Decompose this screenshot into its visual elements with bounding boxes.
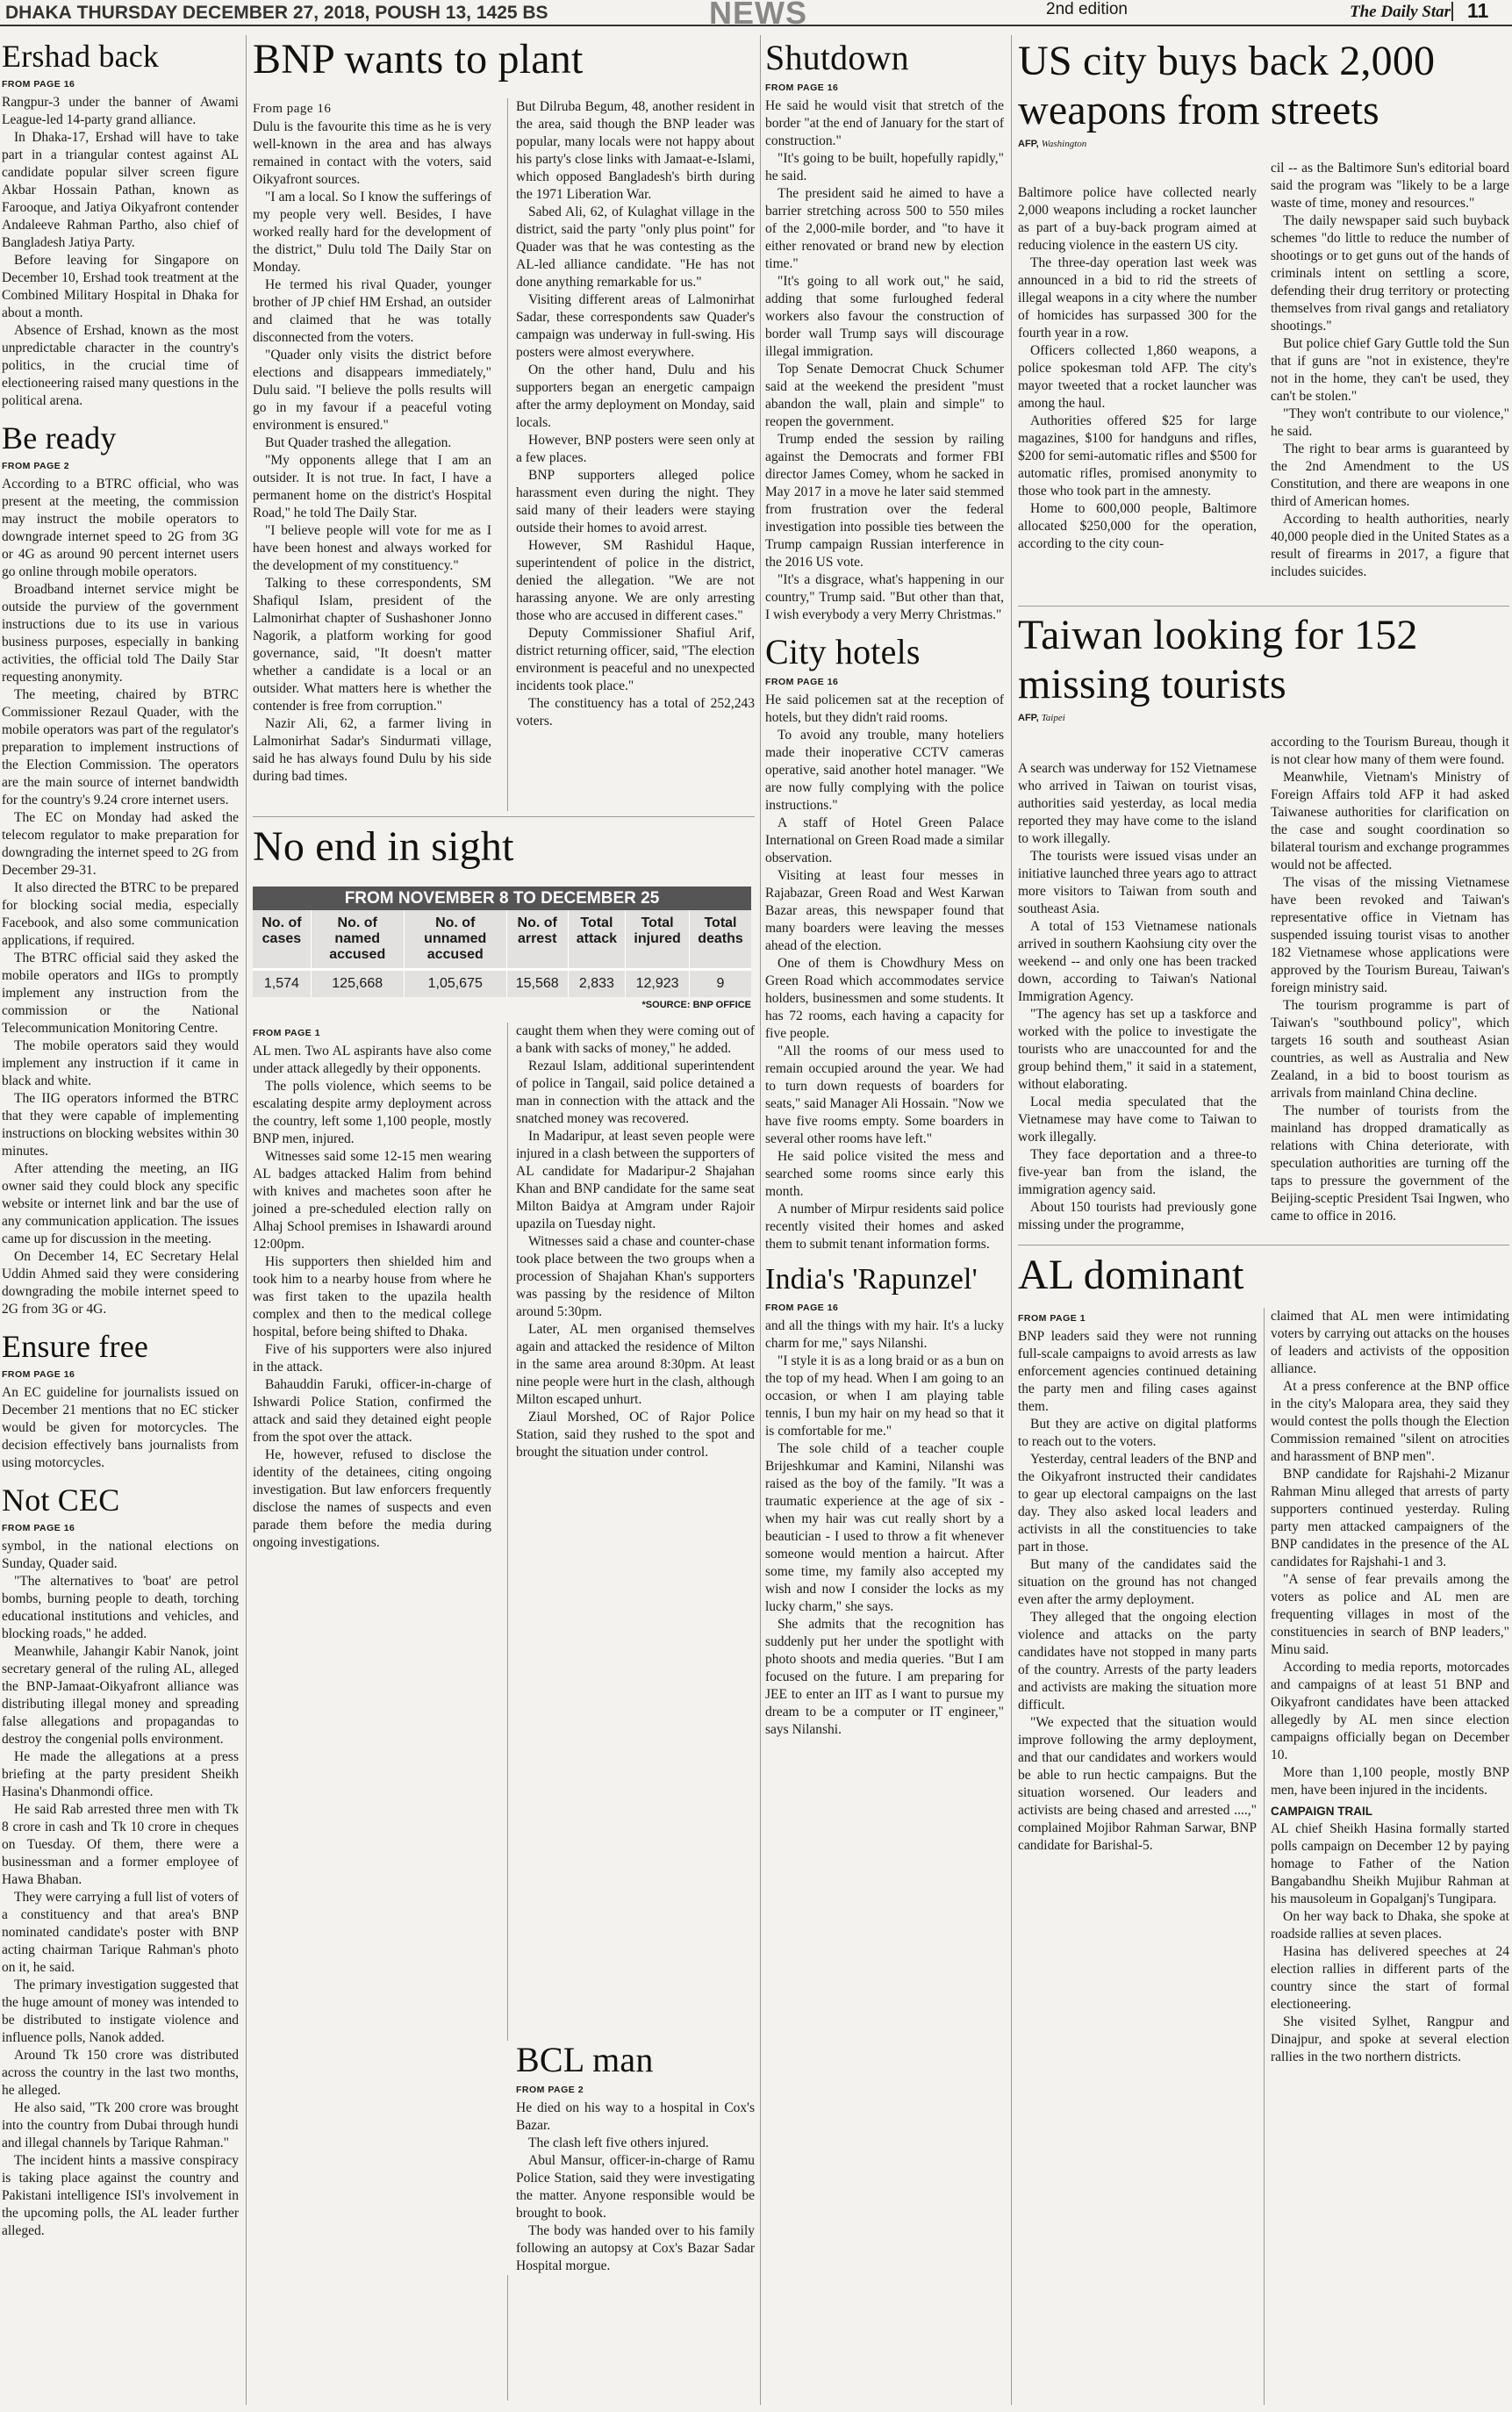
paragraph: According to a BTRC official, who was present at the meeting, the commission may instruct the mobile operators to downgrade internet speed to 2G from 3G or 4G as around 90 percent internet users go online through mobile operators. xyxy=(2,477,239,579)
article-india-rapunzel xyxy=(765,1262,1004,1739)
jump-line: FROM PAGE 2 xyxy=(516,2085,584,2095)
paragraph: cil -- as the Baltimore Sun's editorial board said the program was "likely to be a large waste of time, money and resources." xyxy=(1271,161,1509,211)
paragraph: The constituency has a total of 252,243 voters. xyxy=(516,696,755,729)
paragraph: Nazir Ali, 62, a farmer living in Lalmonirhat Sadar's Sindurmati village, said he has always found Dulu by his side during bad times. xyxy=(253,716,491,784)
jump-line: FROM PAGE 16 xyxy=(2,1523,75,1533)
article-ensure-free xyxy=(2,1329,239,1472)
column-header: Total deaths xyxy=(698,915,743,946)
bnp-column-b xyxy=(516,98,755,730)
paragraph: "We expected that the situation would improve following the army deployment, and that our candidates and workers would be able to run hectic campaigns. But the situation worsened. Our leaders and activists are being chased and arrested ....," complained Mojibor Rahman Sarwar, BNP candidate for Barishal-5. xyxy=(1018,1715,1257,1853)
headline-city-hotels: City hotels xyxy=(765,632,921,671)
paragraph: In Dhaka-17, Ershad will have to take part in a triangular contest against AL candidate popular silver screen figure Akbar Hossain Pathan, known as Farooque, and Jatiya Oikyafront contender Andaleeve Rahman Partho, also chief of Bangladesh Jatiya Party. xyxy=(2,130,239,250)
jump-line: FROM PAGE 1 xyxy=(1018,1313,1086,1324)
article-body xyxy=(765,1317,1004,1739)
paragraph: They face deportation and a three-to five-year ban from the island, the immigration agency said. xyxy=(1018,1147,1257,1197)
paragraph: He made the allegations at a press briefing at the party president Sheikh Hasina's Dhanmondi office. xyxy=(2,1749,239,1799)
paragraph: symbol, in the national elections on Sunday, Quader said. xyxy=(2,1539,239,1571)
paragraph: Witnesses said a chase and counter-chase took place between the two groups when a procession of Shajahan Khan's supporters was passing by the residence of Milton around 5:30pm. xyxy=(516,1234,755,1319)
headline-ershad: Ershad back xyxy=(2,39,160,74)
paragraph: The sole child of a teacher couple Brijeshkumar and Kamini, Nilanshi was raised as the boy of the family. "It was a traumatic experience at the age of six - when my hair was cut really short by a beautician - I used to throw a fit whenever someone would mention a haircut. After some time, my family also accepted my wish and now I consider the locks as my lucky charm," she says. xyxy=(765,1441,1004,1614)
paragraph: He, however, refused to disclose the identity of the detainees, citing ongoing investigation. But law enforcers frequently disclose the names of suspects and even parade them before the media during ongoing investigations. xyxy=(253,1447,491,1550)
paragraph: However, BNP posters were seen only at a few places. xyxy=(516,433,755,465)
headline-bcl-man: BCL man xyxy=(516,2040,654,2079)
paragraph: and all the things with my hair. It's a lucky charm for me," says Nilanshi. xyxy=(765,1318,1004,1351)
paragraph: But Quader trashed the allegation. xyxy=(265,435,452,450)
column-header: No. of cases xyxy=(253,910,311,970)
article-body xyxy=(516,2100,755,2275)
table-cell: 1,05,675 xyxy=(404,970,506,998)
paragraph: Top Senate Democrat Chuck Schumer said at the weekend the president "must abandon the wall, plain and simple" to reopen the government. xyxy=(765,362,1004,429)
column-header: No. of arrest xyxy=(506,910,568,970)
table-cell: 12,923 xyxy=(626,970,690,998)
paragraph: He said he would visit that stretch of the border "at the end of January for the start of construction." xyxy=(765,98,1004,148)
column-header: Total attack xyxy=(568,910,626,970)
paragraph: Bahauddin Faruki, officer-in-charge of Ishwardi Police Station, confirmed the attack and said they detained eight people from the spot over the attack. xyxy=(253,1377,491,1445)
page-number: 11 xyxy=(1467,0,1489,22)
paragraph: Before leaving for Singapore on December 10, Ershad took treatment at the Combined Military Hospital in Dhaka for about a month. xyxy=(2,253,239,320)
table-header-row xyxy=(253,910,751,970)
headline-not-cec: Not CEC xyxy=(2,1482,120,1518)
paragraph: claimed that AL men were intimidating voters by carrying out attacks on the houses of leaders and activists of the opposition alliance. xyxy=(1271,1309,1509,1376)
bnp-column-a xyxy=(253,98,491,786)
paragraph: Meanwhile, Jahangir Kabir Nanok, joint secretary general of the ruling AL, alleged the BNP-Jamaat-Oikyafront alliance was distributing illegal money and spreading false allegations and propagandas to destroy the congenial polls environment. xyxy=(2,1644,239,1747)
paragraph: The right to bear arms is guaranteed by the 2nd Amendment to the US Constitution, and there are weapons in one third of American homes. xyxy=(1271,441,1509,509)
paragraph: The tourism programme is part of Taiwan's "southbound policy", which targets 16 south and southeast Asian countries, as well as Australia and New Zealand, in a bid to boost tourism as arrivals from mainland China decline. xyxy=(1271,998,1509,1101)
paragraph: The BTRC official said they asked the mobile operators and IIGs to promptly implement any instruction from the commission or the National Telecommunication Monitoring Centre. xyxy=(2,951,239,1036)
paragraph: The polls violence, which seems to be escalating despite army deployment across the country, left some 1,100 people, mostly BNP men, injured. xyxy=(253,1079,491,1146)
paragraph: The daily newspaper said such buyback schemes "do little to reduce the number of shootings or to get guns out of the hands of criminals intent on settling a score, defending their drug territory or protecting themselves from rival gangs and retaliatory shootings." xyxy=(1271,213,1509,334)
paragraph: On December 14, EC Secretary Helal Uddin Ahmed said they were considering downgrading the mobile internet speed to 2G from 3G or 4G. xyxy=(2,1249,239,1317)
paragraph: On her way back to Dhaka, she spoke at roadside rallies at seven places. xyxy=(1271,1909,1509,1942)
subhead-campaign-trail: CAMPAIGN TRAIL xyxy=(1271,1805,1372,1818)
paragraph: Hasina has delivered speeches at 24 election rallies in different parts of the country since the start of formal electioneering. xyxy=(1271,1944,1509,2012)
paragraph: Rezaul Islam, additional superintendent of police in Tangail, said police detained a man in connection with the attack and the snatched money was recovered. xyxy=(516,1059,755,1126)
paragraph: "The alternatives to 'boat' are petrol bombs, burning people to death, torching educational institutions and vehicles, and blocking roads," he added. xyxy=(2,1574,239,1641)
jump-line: FROM PAGE 16 xyxy=(765,83,839,93)
no-end-column-a xyxy=(253,1023,491,1552)
byline: AFP, Taipei xyxy=(1018,713,1065,723)
paragraph: "All the rooms of our mess used to remain occupied around the year. We had to turn down requests of boarders for seats," said Manager Ali Hossain. "Now we have five rooms empty. Some boarders in several other rooms have left." xyxy=(765,1044,1004,1146)
paragraph: The president said he aimed to have a barrier stretching across 500 to 550 miles of the 2,000-mile border, and "to have it either renovated or brand new by election time." xyxy=(765,186,1004,271)
paragraph: The incident hints a massive conspiracy is taking place against the country and Pakistani intelligence ISI's involvement in the upcoming polls, the AL leader further alleged. xyxy=(2,2153,239,2238)
column-header: No. of unnamed accused xyxy=(404,910,506,970)
paragraph: "A sense of fear prevails among the voters as police and AL men are frequenting villages in most of the constituencies in search of BNP leaders," Minu said. xyxy=(1271,1572,1509,1657)
paragraph: Rangpur-3 under the banner of Awami League-led 14-party grand alliance. xyxy=(2,95,239,127)
paragraph: However, SM Rashidul Haque, superintendent of police in the district, denied the allegation. "We are not harassing anyone. We are only arresting those who are accused in different cases." xyxy=(516,538,755,623)
paragraph: The visas of the missing Vietnamese have been revoked and Taiwan's representative office in Vietnam has suspended issuing tourist visas to another 182 Vietnamese whose applications were approved by the Tourism Bureau, Taiwan's foreign ministry said. xyxy=(1271,875,1509,995)
paragraph: More than 1,100 people, mostly BNP men, have been injured in the incidents. xyxy=(1271,1765,1509,1798)
article-not-cec xyxy=(2,1482,239,2240)
section-rule xyxy=(1018,606,1509,607)
headline-india-rapunzel: India's 'Rapunzel' xyxy=(765,1263,978,1296)
al-dominant-column-b xyxy=(1271,1308,1509,2066)
article-body xyxy=(2,94,239,410)
paragraph: "It's going to all work out," he said, adding that some furloughed federal workers also favour the construction of border wall Trump says will discourage illegal immigration. xyxy=(765,274,1004,359)
stats-table xyxy=(253,887,751,1010)
paragraph: He said policemen sat at the reception of hotels, but they didn't raid rooms. xyxy=(765,693,1004,725)
headline-no-end-in-sight: No end in sight xyxy=(253,823,514,870)
article-body xyxy=(2,1384,239,1472)
masthead xyxy=(0,0,1512,31)
paragraph: But police chief Gary Guttle told the Sun that if guns are "not in existence, they're not in the home, they can't be used, they can't be stolen." xyxy=(1271,336,1509,404)
article-us-city xyxy=(1018,37,1509,154)
paragraph: Local media speculated that the Vietnamese may have come to Taiwan to work illegally. xyxy=(1018,1095,1257,1145)
article-body xyxy=(2,476,239,1318)
paragraph: Abul Mansur, officer-in-charge of Ramu Police Station, said they were investigating the matter. Anyone responsible would be brought to book. xyxy=(516,2153,755,2221)
paragraph: He said police visited the mess and searched some rooms since early this month. xyxy=(765,1149,1004,1199)
table-cell: 2,833 xyxy=(568,970,626,998)
paragraph: Witnesses said some 12-15 men wearing AL badges attacked Halim from behind with knives and machetes soon after he joined a pre-scheduled election rally on Alhaj School premises in Ishawardi around 12:00pm. xyxy=(253,1149,491,1252)
headline-ensure-free: Ensure free xyxy=(2,1329,149,1364)
paragraph: They alleged that the ongoing election violence and attacks on the party candidates have not stopped in many parts of the country. Arrests of the party leaders and activists are making the situation more difficult. xyxy=(1018,1610,1257,1712)
paragraph: Later, AL men organised themselves again and attacked the residence of Milton in the same area around 8:30pm. At least nine people were hurt in the clash, although Milton escaped unhurt. xyxy=(516,1322,755,1407)
article-ershad xyxy=(2,39,239,410)
column-rule xyxy=(1264,1308,1265,2405)
paragraph: Meanwhile, Vietnam's Ministry of Foreign Affairs told AFP it had asked Taiwanese authorities for clarification on the case and sought coordination so bilateral tourism and exchange programmes would not be affected. xyxy=(1271,770,1510,872)
headline-bnp-wants-to-plant: BNP wants to plant xyxy=(253,36,584,83)
al-dominant-column-a xyxy=(1018,1308,1257,1855)
paragraph: "It's a disgrace, what's happening in our country," Trump said. "But other than that, I wish everybody a very Merry Christmas." xyxy=(765,572,1004,622)
column-rule xyxy=(1011,35,1012,2405)
paragraph: AL chief Sheikh Hasina formally started polls campaign on December 12 by paying homage to Father of the Nation Bangabandhu Sheikh Mujibur Rahman at his mausoleum in Gopalganj's Tungipara. xyxy=(1271,1821,1509,1906)
paragraph: According to media reports, motorcades and campaigns of at least 51 BNP and Oikyafront candidates have been attacked allegedly by AL men since election campaigns officially began on December 10. xyxy=(1271,1660,1509,1762)
paragraph: Absence of Ershad, known as the most unpredictable character in the country's politics, in the crucial time of electioneering raised many questions in the political arena. xyxy=(2,323,239,408)
headline-us-city: US city buys back 2,000 weapons from streets xyxy=(1018,38,1436,133)
paragraph: "Quader only visits the district before elections and disappears immediately," Dulu said. "I believe the polls results will go in my favour if a peaceful voting environment is ensured." xyxy=(253,348,491,433)
stats-grid xyxy=(253,910,751,997)
jump-line: FROM PAGE 16 xyxy=(765,1303,839,1313)
article-bcl-man xyxy=(505,2041,755,2275)
headline-taiwan: Taiwan looking for 152 missing tourists xyxy=(1018,612,1418,707)
article-shutdown xyxy=(765,39,1004,624)
table-cell: 15,568 xyxy=(506,970,568,998)
paragraph: Authorities offered $25 for large magazines, $100 for handguns and rifles, $200 for semi-automatic rifles and $500 for automatic rifles, promised anonymity to those who took part in the amnesty. xyxy=(1018,413,1257,499)
paragraph: His supporters then shielded him and took him to a nearby house from where he was first taken to the upazila health complex and then to the medical college hospital, before being shifted to Dhaka. xyxy=(253,1254,491,1339)
paragraph: The meeting, chaired by BTRC Commissioner Rezaul Quader, with the mobile operators was part of the regulator's preparation to implement instructions of the Election Commission. The operators are the main source of internet bandwidth for the country's 9.24 crore internet users. xyxy=(2,687,239,808)
paragraph: Visiting at least four messes in Rajabazar, Green Road and West Karwan Bazar areas, this newspaper found that many boarders were leaving the messes ahead of the election. xyxy=(765,868,1004,953)
paragraph: In Madaripur, at least seven people were injured in a clash between the supporters of AL candidate for Madaripur-2 Shajahan Khan and BNP candidate for the same seat Milton Baidya at Amgram under Rajoir upazila on Tuesday night. xyxy=(516,1129,755,1231)
edition-label: 2nd edition xyxy=(1046,0,1128,18)
masthead-date: DHAKA THURSDAY DECEMBER 27, 2018, POUSH 13, 1425 BS xyxy=(5,3,548,23)
paragraph: "I style it is as a long braid or as a bun on the top of my head. When I am going to an occasion, or when I am playing table tennis, I bun my hair on my head so that it is comfortable for me." xyxy=(765,1353,1004,1439)
paragraph: Dulu is the favourite this time as he is very well-known in the area and has always remained in contact with the voters, said Oikyafront sources. xyxy=(253,119,491,187)
newspaper-logo: The Daily Star xyxy=(1350,3,1451,21)
paragraph: The IIG operators informed the BTRC that they were capable of implementing instructions on blocking websites within 30 minutes. xyxy=(2,1091,239,1159)
article-bnp-wants-to-plant xyxy=(253,35,755,84)
paragraph: Around Tk 150 crore was distributed across the country in the last two months, he alleged. xyxy=(2,2048,239,2098)
paragraph: An EC guideline for journalists issued on December 21 mentions that no EC sticker would be given for motorcycles. The decision effectively bans journalists from using motorcycles. xyxy=(2,1385,239,1470)
paragraph: Sabed Ali, 62, of Kulaghat village in the district, said the party "only plus point" for Quader was that he was contesting as the AL-led alliance candidate. "He has not done anything remarkable for us." xyxy=(516,205,755,290)
taiwan-column-a xyxy=(1018,760,1257,1234)
article-body xyxy=(2,1538,239,2240)
column-header: No. of named accused xyxy=(311,910,404,970)
paragraph: The body was handed over to his family following an autopsy at Cox's Bazar Sadar Hospital morgue. xyxy=(516,2223,755,2273)
paragraph: But many of the candidates said the situation on the ground has not changed even after the army deployment. xyxy=(1018,1557,1257,1607)
no-end-column-b xyxy=(516,1023,755,1461)
column-header: Total injured xyxy=(626,910,690,970)
paragraph: BNP supporters alleged police harassment even during the night. They said many of their leaders were staying outside their homes to avoid arrest. xyxy=(516,468,755,535)
paragraph: BNP candidate for Rajshahi-2 Mizanur Rahman Minu alleged that arrests of party supporters continued yesterday. Ruling party men attacked campaigners of the BNP candidates in the presence of the AL candidates for Rajshahi-1 and 3. xyxy=(1271,1467,1509,1569)
paragraph: On the other hand, Dulu and his supporters began an energetic campaign after the army deployment on Monday, said locals. xyxy=(516,363,755,430)
paragraph: The number of tourists from the mainland has dropped dramatically as relations with China deteriorate, with speculation authorities are turning off the taps to pressure the government of the Beijing-sceptic President Tsai Ingwen, who came to office in 2016. xyxy=(1271,1103,1509,1224)
paragraph: Home to 600,000 people, Baltimore allocated $250,000 for the operation, according to the city coun- xyxy=(1018,501,1257,551)
paragraph: He said Rab arrested three men with Tk 8 crore in cash and Tk 10 crore in cheques on Tuesday. Of them, there were a businessman and a former employee of Hawa Bhaban. xyxy=(2,1802,239,1887)
paragraph: After attending the meeting, an IIG owner said they could block any specific website or internet link and bar the use of any communication application. The issues came up for discussion in the meeting. xyxy=(2,1161,239,1246)
paragraph: The mobile operators said they would implement any instruction if it came in black and white. xyxy=(2,1038,239,1088)
paragraph: A number of Mirpur residents said police recently visited their homes and asked them to submit tenant information forms. xyxy=(765,1202,1004,1252)
jump-line: FROM PAGE 2 xyxy=(2,461,70,471)
article-body xyxy=(765,97,1004,624)
bcl-block xyxy=(505,2041,755,2275)
byline: AFP, Washington xyxy=(1018,139,1087,149)
jump-line: FROM PAGE 16 xyxy=(2,79,75,90)
section-rule xyxy=(253,816,755,817)
table-source: *SOURCE: BNP OFFICE xyxy=(641,1000,751,1010)
jump-line: FROM PAGE 16 xyxy=(2,1369,75,1380)
jump-line: FROM PAGE 1 xyxy=(253,1028,321,1038)
paragraph: Five of his supporters were also injured in the attack. xyxy=(253,1342,491,1375)
us-city-column-a xyxy=(1018,184,1257,553)
paragraph: Ziaul Morshed, OC of Rajor Police Station, said they rushed to the spot and brought the situation under control. xyxy=(516,1410,755,1460)
paragraph: He termed his rival Quader, younger brother of JP chief HM Ershad, an outsider and claimed that he was totally disconnected from the voters. xyxy=(253,277,491,345)
paragraph: "It's going to be built, hopefully rapidly," he said. xyxy=(765,151,1004,183)
paragraph: "My opponents allege that I am an outsider. It is not true. In fact, I have a permanent home on the district's Hospital Road," he told The Daily Star. xyxy=(253,453,491,520)
paragraph: Talking to these correspondents, SM Shafiqul Islam, president of the Lalmonirhat chapter of Sushashoner Jonno Nagorik, a platform working for good governance, said, "It doesn't matter whether a candidate is a local or an outsider. What matters here is whether the contender is free from corruption." xyxy=(253,576,491,714)
article-city-hotels xyxy=(765,633,1004,1253)
paragraph: According to health authorities, nearly 40,000 people died in the United States as a result of firearms in 2017, a figure that includes suicides. xyxy=(1271,512,1509,579)
table-row xyxy=(253,970,751,998)
paragraph: The primary investigation suggested that the huge amount of money was intended to be distributed to instigate violence and influence polls, Nanok added. xyxy=(2,1978,239,2045)
paragraph: The clash left five others injured. xyxy=(528,2136,709,2150)
paragraph: They were carrying a full list of voters of a constituency and that area's BNP nominated candidate's poster with BNP acting chairman Tarique Rahman's photo on it, he said. xyxy=(2,1890,239,1975)
table-cell: 9 xyxy=(689,970,751,998)
paragraph: But Dilruba Begum, 48, another resident in the area, said though the BNP leader was popular, many locals were not happy about his party's close links with Jamaat-e-Islami, which opposed Bangladesh's birth during the 1971 Liberation War. xyxy=(516,99,755,202)
paragraph: Officers collected 1,860 weapons, a police spokesman told AFP. The city's mayor tweeted that a rocket launcher was among the haul. xyxy=(1018,343,1257,411)
paragraph: A total of 153 Vietnamese nationals arrived in southern Kaohsiung city over the weekend -- and only one has been tracked down, according to Taiwan's National Immigration Agency. xyxy=(1018,919,1257,1004)
column-rule xyxy=(760,35,761,2405)
paragraph: Baltimore police have collected nearly 2,000 weapons including a rocket launcher as part of a buy-back program aimed at reducing violence in the eastern US city. xyxy=(1018,185,1257,253)
paragraph: Yesterday, central leaders of the BNP and the Oikyafront instructed their candidates to gear up electoral campaigns on the last day. They also asked local leaders and activists in all the constituencies to take part in those. xyxy=(1018,1452,1257,1554)
paragraph: AL men. Two AL aspirants have also come under attack allegedly by their opponents. xyxy=(253,1044,491,1076)
paragraph: caught them when they were coming out of a bank with sacks of money," he added. xyxy=(516,1023,755,1056)
section-name: NEWS xyxy=(709,0,807,31)
stats-table-title: FROM NOVEMBER 8 TO DECEMBER 25 xyxy=(253,887,751,910)
paragraph: Deputy Commissioner Shafiul Arif, district returning officer, said, "The election environment is peaceful and no unexpected incidents took place." xyxy=(516,626,755,693)
article-body xyxy=(765,692,1004,1253)
paragraph: Broadband internet service might be outside the purview of the government instructions due to its use in various business purposes, especially in banking activities, the official told The Daily Star requesting anonymity. xyxy=(2,582,239,685)
article-be-ready xyxy=(2,420,239,1318)
paragraph: A staff of Hotel Green Palace International on Green Road made a similar observation. xyxy=(765,815,1005,865)
paragraph: But they are active on digital platforms to reach out to the voters. xyxy=(1018,1417,1257,1449)
paragraph: "I am a local. So I know the sufferings of my people very well. Besides, I have worked really hard for the development of the district," Dulu told The Daily Star on Monday. xyxy=(253,190,491,275)
paragraph: He died on his way to a hospital in Cox's Bazar. xyxy=(516,2100,755,2133)
article-taiwan xyxy=(1018,611,1509,729)
paragraph: About 150 tourists had previously gone missing under the programme, xyxy=(1018,1200,1257,1232)
paragraph: The three-day operation last week was announced in a bid to rid the streets of illegal weapons in a city where the number of homicides has surpassed 300 for the fourth year in a row. xyxy=(1018,255,1257,341)
headline-be-ready: Be ready xyxy=(2,420,117,456)
column-rule xyxy=(246,35,247,2405)
paragraph: BNP leaders said they were not running full-scale campaigns to avoid arrests as law enforcement agencies continued detaining the party men and filing cases against them. xyxy=(1018,1329,1257,1414)
column-four xyxy=(765,39,1004,1739)
column-left xyxy=(2,39,239,2240)
table-cell: 1,574 xyxy=(253,970,311,998)
paragraph: At a press conference at the BNP office in the city's Malopara area, they said they would contest the polls though the Election Commission remained "silent on atrocities and harassment of BNP men". xyxy=(1271,1379,1509,1464)
masthead-divider xyxy=(1451,2,1453,21)
column-rule xyxy=(507,98,508,811)
paragraph: One of them is Chowdhury Mess on Green Road which accommodates service holders, businessmen and some students. It has 72 rooms, each having a capacity for five people. xyxy=(765,956,1004,1041)
paragraph: She admits that the recognition has suddenly put her under the spotlight with photo shoots and media queries. "But I am focused on the future. I am preparing for JEE to enter an IIT as I want to pursue my dream to be a computer or IT engineer," says Nilanshi. xyxy=(765,1617,1004,1737)
paragraph: The EC on Monday had asked the telecom regulator to make preparation for downgrading the internet speed to 2G from December 29-31. xyxy=(2,810,239,878)
paragraph: Visiting different areas of Lalmonirhat Sadar, these correspondents saw Quader's campaign was underway in full-swing. His posters were almost everywhere. xyxy=(516,292,755,360)
headline-al-dominant: AL dominant xyxy=(1018,1252,1244,1298)
paragraph: according to the Tourism Bureau, though it is not clear how many of them were found. xyxy=(1271,735,1509,767)
paragraph: The tourists were issued visas under an initiative launched three years ago to attract more visitors to Taiwan from south and southeast Asia. xyxy=(1018,849,1257,916)
us-city-column-b xyxy=(1271,160,1509,581)
headline-shutdown: Shutdown xyxy=(765,38,909,77)
paragraph: A search was underway for 152 Vietnamese who arrived in Taiwan on tourist visas, authorities said yesterday, as local media reported they may have come to the island to work illegally. xyxy=(1018,761,1257,846)
paragraph: "The agency has set up a taskforce and worked with the police to investigate the tourists who are unaccounted for and the group behind them," it said in a statement, without elaborating. xyxy=(1018,1007,1257,1092)
paragraph: It also directed the BTRC to be prepared for blocking social media, especially Facebook, and also some communication applications, if required. xyxy=(2,880,239,948)
jump-line: FROM PAGE 16 xyxy=(765,677,839,687)
table-cell: 125,668 xyxy=(311,970,404,998)
paragraph: Trump ended the session by railing against the Democrats and former FBI director James Comey, whom he sacked in May 2017 in a move he later said stemmed from frustration over the federal investigation into possible ties between the Trump campaign Russian interference in the 2016 US vote. xyxy=(765,432,1004,570)
paragraph: He also said, "Tk 200 crore was brought into the country from Dubai through hundi and illegal channels by Tarique Rahman." xyxy=(2,2100,239,2150)
paragraph: "I believe people will vote for me as I have been honest and always worked for the development of my constituency." xyxy=(253,523,491,573)
jump-line: From page 16 xyxy=(253,102,332,116)
taiwan-column-b xyxy=(1271,734,1509,1225)
paragraph: She visited Sylhet, Rangpur and Dinajpur, and spoke at several election rallies in the two northern districts. xyxy=(1271,2014,1509,2064)
paragraph: "They won't contribute to our violence," he said. xyxy=(1271,406,1509,439)
paragraph: To avoid any trouble, many hoteliers made their inoperative CCTV cameras operative, said another hotel manager. "We are now fully complying with the police instructions." xyxy=(765,728,1004,813)
